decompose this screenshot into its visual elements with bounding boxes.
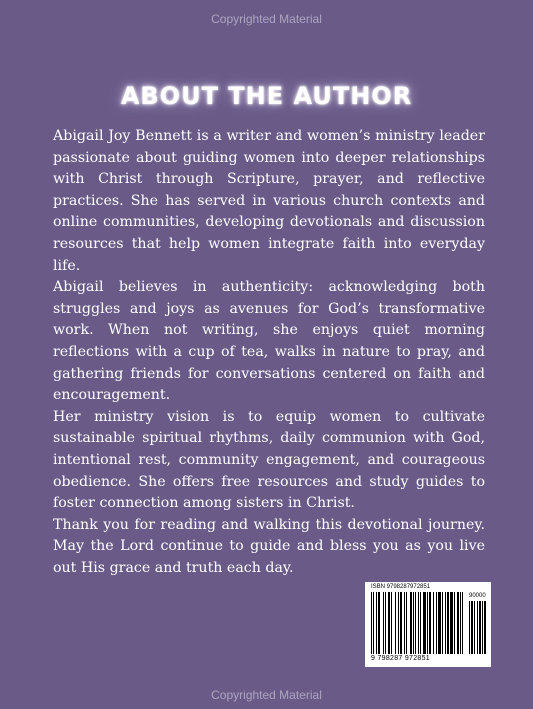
bio-paragraph-3: Her ministry vision is to equip women to cultivate sustainable spiritual rhythms, daily communion with God, intentional rest, community engagement, and courageous obedience. She offers free resources and study guides to foster connection among sisters in Christ. <box>53 408 485 512</box>
bio-paragraph-2: Abigail believes in authenticity: acknowledging both struggles and joys as avenues for God’s transformative work. When not writing, she enjoys quiet morning reflections with a cup of tea, walks in nature to pray, and gathering friends for conversations centered on faith and encouragement. <box>53 279 485 404</box>
bio-paragraph-1: Abigail Joy Bennett is a writer and women’s ministry leader passionate about guiding women into deeper relationships with Christ through Scripture, prayer, and reflective practices. She has served in various church contexts and online communities, developing devotionals and discussion resources that help women integrate faith into everyday life. <box>53 128 485 274</box>
copyright-watermark-bottom: Copyrighted Material <box>211 688 322 702</box>
price-code: 90000 <box>469 593 486 599</box>
page-title: ABOUT THE AUTHOR <box>120 82 413 110</box>
isbn-barcode <box>365 582 491 667</box>
addon-barcode-icon <box>469 601 487 654</box>
barcode-icon <box>371 592 465 654</box>
copyright-watermark-top: Copyrighted Material <box>211 12 322 26</box>
bio-paragraph-4: Thank you for reading and walking this devotional journey. May the Lord continue to guide and bless you as you live out His grace and truth each day. <box>53 516 485 576</box>
isbn-label: ISBN 9798287972851 <box>371 584 431 590</box>
author-bio <box>53 126 485 579</box>
barcode-digits: 9 798287 972851 <box>371 655 430 662</box>
